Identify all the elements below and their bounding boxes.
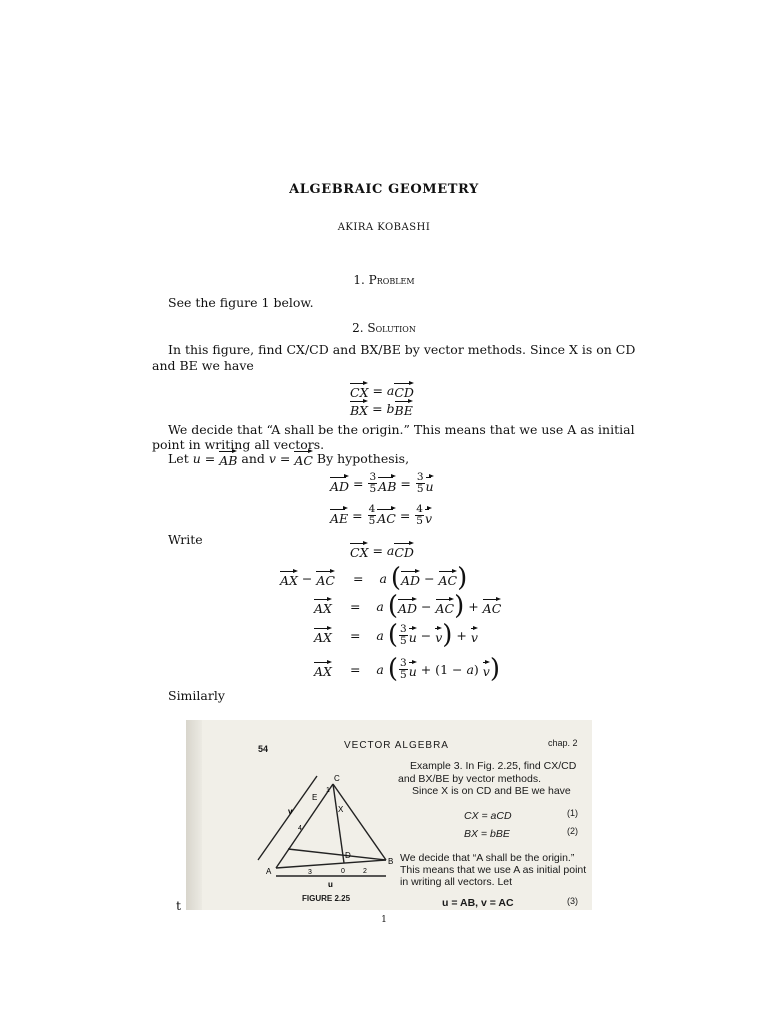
scan-decide-line-1: We decide that “A shall be the origin.” bbox=[400, 852, 575, 864]
label-c: C bbox=[334, 774, 340, 783]
scan-equation-3-label: (3) bbox=[567, 896, 578, 906]
triangle-figure bbox=[246, 770, 446, 900]
scan-example-line-1: Example 3. In Fig. 2.25, find CX/CD bbox=[410, 760, 577, 772]
scan-equation-2: BX = bBE bbox=[464, 828, 510, 840]
equation-ae: AE = $\frac{4}{5}$ AC = $\frac{4}{5}$ v bbox=[330, 503, 433, 527]
equation-cx: CX = a CD bbox=[350, 380, 414, 400]
side-cb bbox=[333, 784, 386, 860]
derivation-line-3: AX = a ( $\frac{3}{5}$ u − v ) + v bbox=[314, 620, 478, 650]
label-one: 1 bbox=[326, 787, 330, 794]
problem-text: See the figure 1 below. bbox=[168, 295, 314, 310]
similarly-label: Similarly bbox=[168, 688, 225, 703]
scan-running-head: VECTOR ALGEBRA bbox=[344, 740, 449, 751]
derivation-line-2: AX = a ( AD − AC ) + AC bbox=[314, 591, 502, 621]
let-line: Let u = AB and v = AC By hypothesis, bbox=[168, 448, 409, 468]
derivation-line-1: AX − AC = a ( AD − AC ) bbox=[280, 563, 468, 593]
scan-example-line-3: Since X is on CD and BE we have bbox=[412, 785, 571, 797]
scan-example-line-2: and BX/BE by vector methods. bbox=[398, 773, 541, 785]
scan-chapter: chap. 2 bbox=[548, 738, 578, 748]
equation-bx: BX = b BE bbox=[350, 398, 413, 418]
page-number: 1 bbox=[381, 915, 387, 925]
scan-equation-2-label: (2) bbox=[567, 826, 578, 836]
derivation-line-0: CX = a CD bbox=[350, 540, 414, 560]
origin-line-2: point in writing all vectors. bbox=[152, 437, 325, 452]
scan-equation-1-label: (1) bbox=[567, 808, 578, 818]
scan-equation-1: CX = aCD bbox=[464, 810, 512, 822]
section-1-heading: 1. Problem bbox=[353, 273, 415, 287]
scan-decide-line-2: This means that we use A as initial point bbox=[400, 864, 587, 876]
dimension-v bbox=[258, 776, 317, 860]
origin-line-1: We decide that “A shall be the origin.” This means that we use A as initial bbox=[168, 422, 635, 437]
write-label: Write bbox=[168, 532, 203, 547]
label-zero: 0 bbox=[341, 868, 345, 875]
scanned-textbook-figure bbox=[186, 720, 592, 910]
scan-page-edge bbox=[186, 720, 202, 910]
label-b: B bbox=[388, 857, 394, 866]
scan-decide-line-3: in writing all vectors. Let bbox=[400, 876, 513, 888]
label-two: 2 bbox=[363, 868, 367, 875]
scan-page-number: 54 bbox=[258, 744, 269, 754]
scan-figure-caption: FIGURE 2.25 bbox=[302, 894, 351, 903]
label-four: 4 bbox=[298, 825, 302, 832]
section-2-heading: 2. Solution bbox=[352, 321, 416, 335]
segment-be bbox=[288, 849, 386, 860]
label-v: v bbox=[288, 807, 293, 816]
label-u: u bbox=[328, 880, 333, 889]
scan-let-equation: u = AB, v = AC bbox=[442, 897, 514, 909]
label-x: X bbox=[338, 805, 344, 814]
stray-character: t bbox=[176, 898, 182, 913]
equation-ad: AD = $\frac{3}{5}$ AB = $\frac{3}{5}$ u bbox=[330, 471, 434, 495]
segment-cd bbox=[333, 784, 344, 863]
side-ac bbox=[276, 784, 333, 868]
label-d: D bbox=[345, 851, 351, 860]
author-name: AKIRA KOBASHI bbox=[337, 222, 431, 233]
label-three: 3 bbox=[308, 869, 312, 876]
solution-intro-line-1: In this figure, find CX/CD and BX/BE by vector methods. Since X is on CD bbox=[168, 342, 636, 357]
solution-intro-line-2: and BE we have bbox=[152, 358, 254, 373]
derivation-line-4: AX = a ( $\frac{3}{5}$ u + (1 − a ) v ) bbox=[314, 654, 500, 684]
side-ab bbox=[276, 860, 386, 868]
label-e: E bbox=[312, 793, 318, 802]
label-a: A bbox=[266, 867, 272, 876]
paper-title: ALGEBRAIC GEOMETRY bbox=[289, 182, 479, 197]
